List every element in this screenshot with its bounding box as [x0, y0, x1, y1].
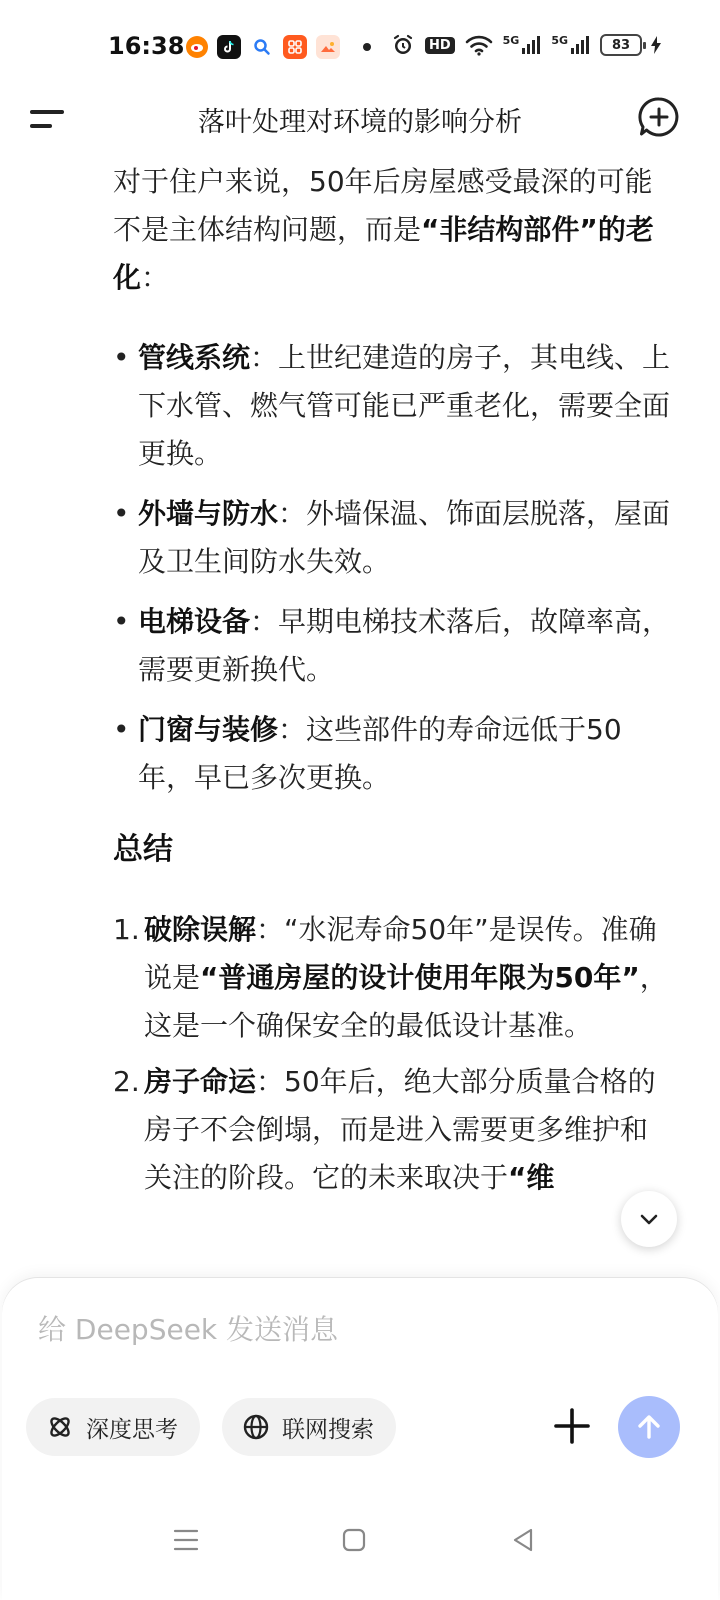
chevron-down-icon	[637, 1207, 661, 1231]
list-item: • 管线系统：上世纪建造的房子，其电线、上下水管、燃气管可能已严重老化，需要全面更换。	[113, 334, 673, 478]
new-chat-icon[interactable]	[638, 96, 680, 138]
signal-bars-icon	[570, 35, 590, 55]
back-triangle-icon	[510, 1527, 536, 1553]
square-icon	[341, 1527, 367, 1553]
back-button[interactable]	[503, 1520, 543, 1560]
recent-apps-button[interactable]	[166, 1520, 206, 1560]
scroll-to-bottom-button[interactable]	[621, 1191, 677, 1247]
app-header	[0, 92, 720, 146]
cell-signal-2: 5G	[551, 35, 590, 55]
weibo-icon	[186, 36, 208, 58]
notification-icons	[186, 35, 371, 59]
status-time: 16:38	[108, 32, 185, 60]
battery-icon: 83	[600, 34, 642, 56]
search-app-icon	[250, 35, 274, 59]
send-button[interactable]	[618, 1396, 680, 1458]
numbered-list	[113, 906, 673, 1202]
deep-think-label: 深度思考	[86, 1416, 178, 1443]
system-navigation-bar	[0, 1500, 720, 1600]
menu-lines-icon	[172, 1527, 200, 1553]
hd-badge: HD	[425, 37, 455, 54]
summary-heading: 总结	[113, 832, 173, 867]
signal-bars-icon	[521, 35, 541, 55]
web-search-label: 联网搜索	[282, 1416, 374, 1443]
alarm-icon	[391, 33, 415, 57]
tiktok-icon	[217, 35, 241, 59]
web-search-toggle[interactable]	[222, 1398, 396, 1456]
globe-icon	[242, 1413, 270, 1441]
list-item: • 门窗与装修：这些部件的寿命远低于50年，早已多次更换。	[113, 706, 673, 802]
message-input[interactable]: 给 DeepSeek 发送消息	[38, 1313, 339, 1346]
deep-think-toggle[interactable]	[26, 1398, 200, 1456]
conversation-title[interactable]: 落叶处理对环境的影响分析	[198, 107, 522, 138]
bullet-list	[113, 334, 673, 802]
list-item: • 外墙与防水：外墙保温、饰面层脱落，屋面及卫生间防水失效。	[113, 490, 673, 586]
status-bar	[0, 0, 720, 92]
wifi-icon	[465, 34, 493, 56]
atom-icon	[46, 1413, 74, 1441]
more-dot-icon	[363, 43, 371, 51]
attach-plus-icon[interactable]	[552, 1406, 592, 1446]
system-icons	[391, 33, 662, 57]
charging-bolt-icon	[650, 35, 662, 55]
home-button[interactable]	[334, 1520, 374, 1560]
list-item: 1. 破除误解：“水泥寿命50年”是误传。准确说是“普通房屋的设计使用年限为50年”，这是一个确保安全的最低设计基准。	[113, 913, 668, 1042]
arrow-up-icon	[634, 1412, 664, 1442]
list-item: • 电梯设备：早期电梯技术落后，故障率高，需要更新换代。	[113, 598, 673, 694]
cell-signal-1: 5G	[503, 35, 542, 55]
photos-app-icon	[316, 35, 340, 59]
list-item: 2. 房子命运：50年后，绝大部分质量合格的房子不会倒塌，而是进入需要更多维护和关注的阶段。它的未来取决于“维	[113, 1065, 656, 1194]
assistant-message	[113, 158, 673, 1210]
grid-app-icon	[283, 35, 307, 59]
intro-paragraph: 对于住户来说，50年后房屋感受最深的可能不是主体结构问题，而是“非结构部件”的老化：	[113, 165, 654, 294]
